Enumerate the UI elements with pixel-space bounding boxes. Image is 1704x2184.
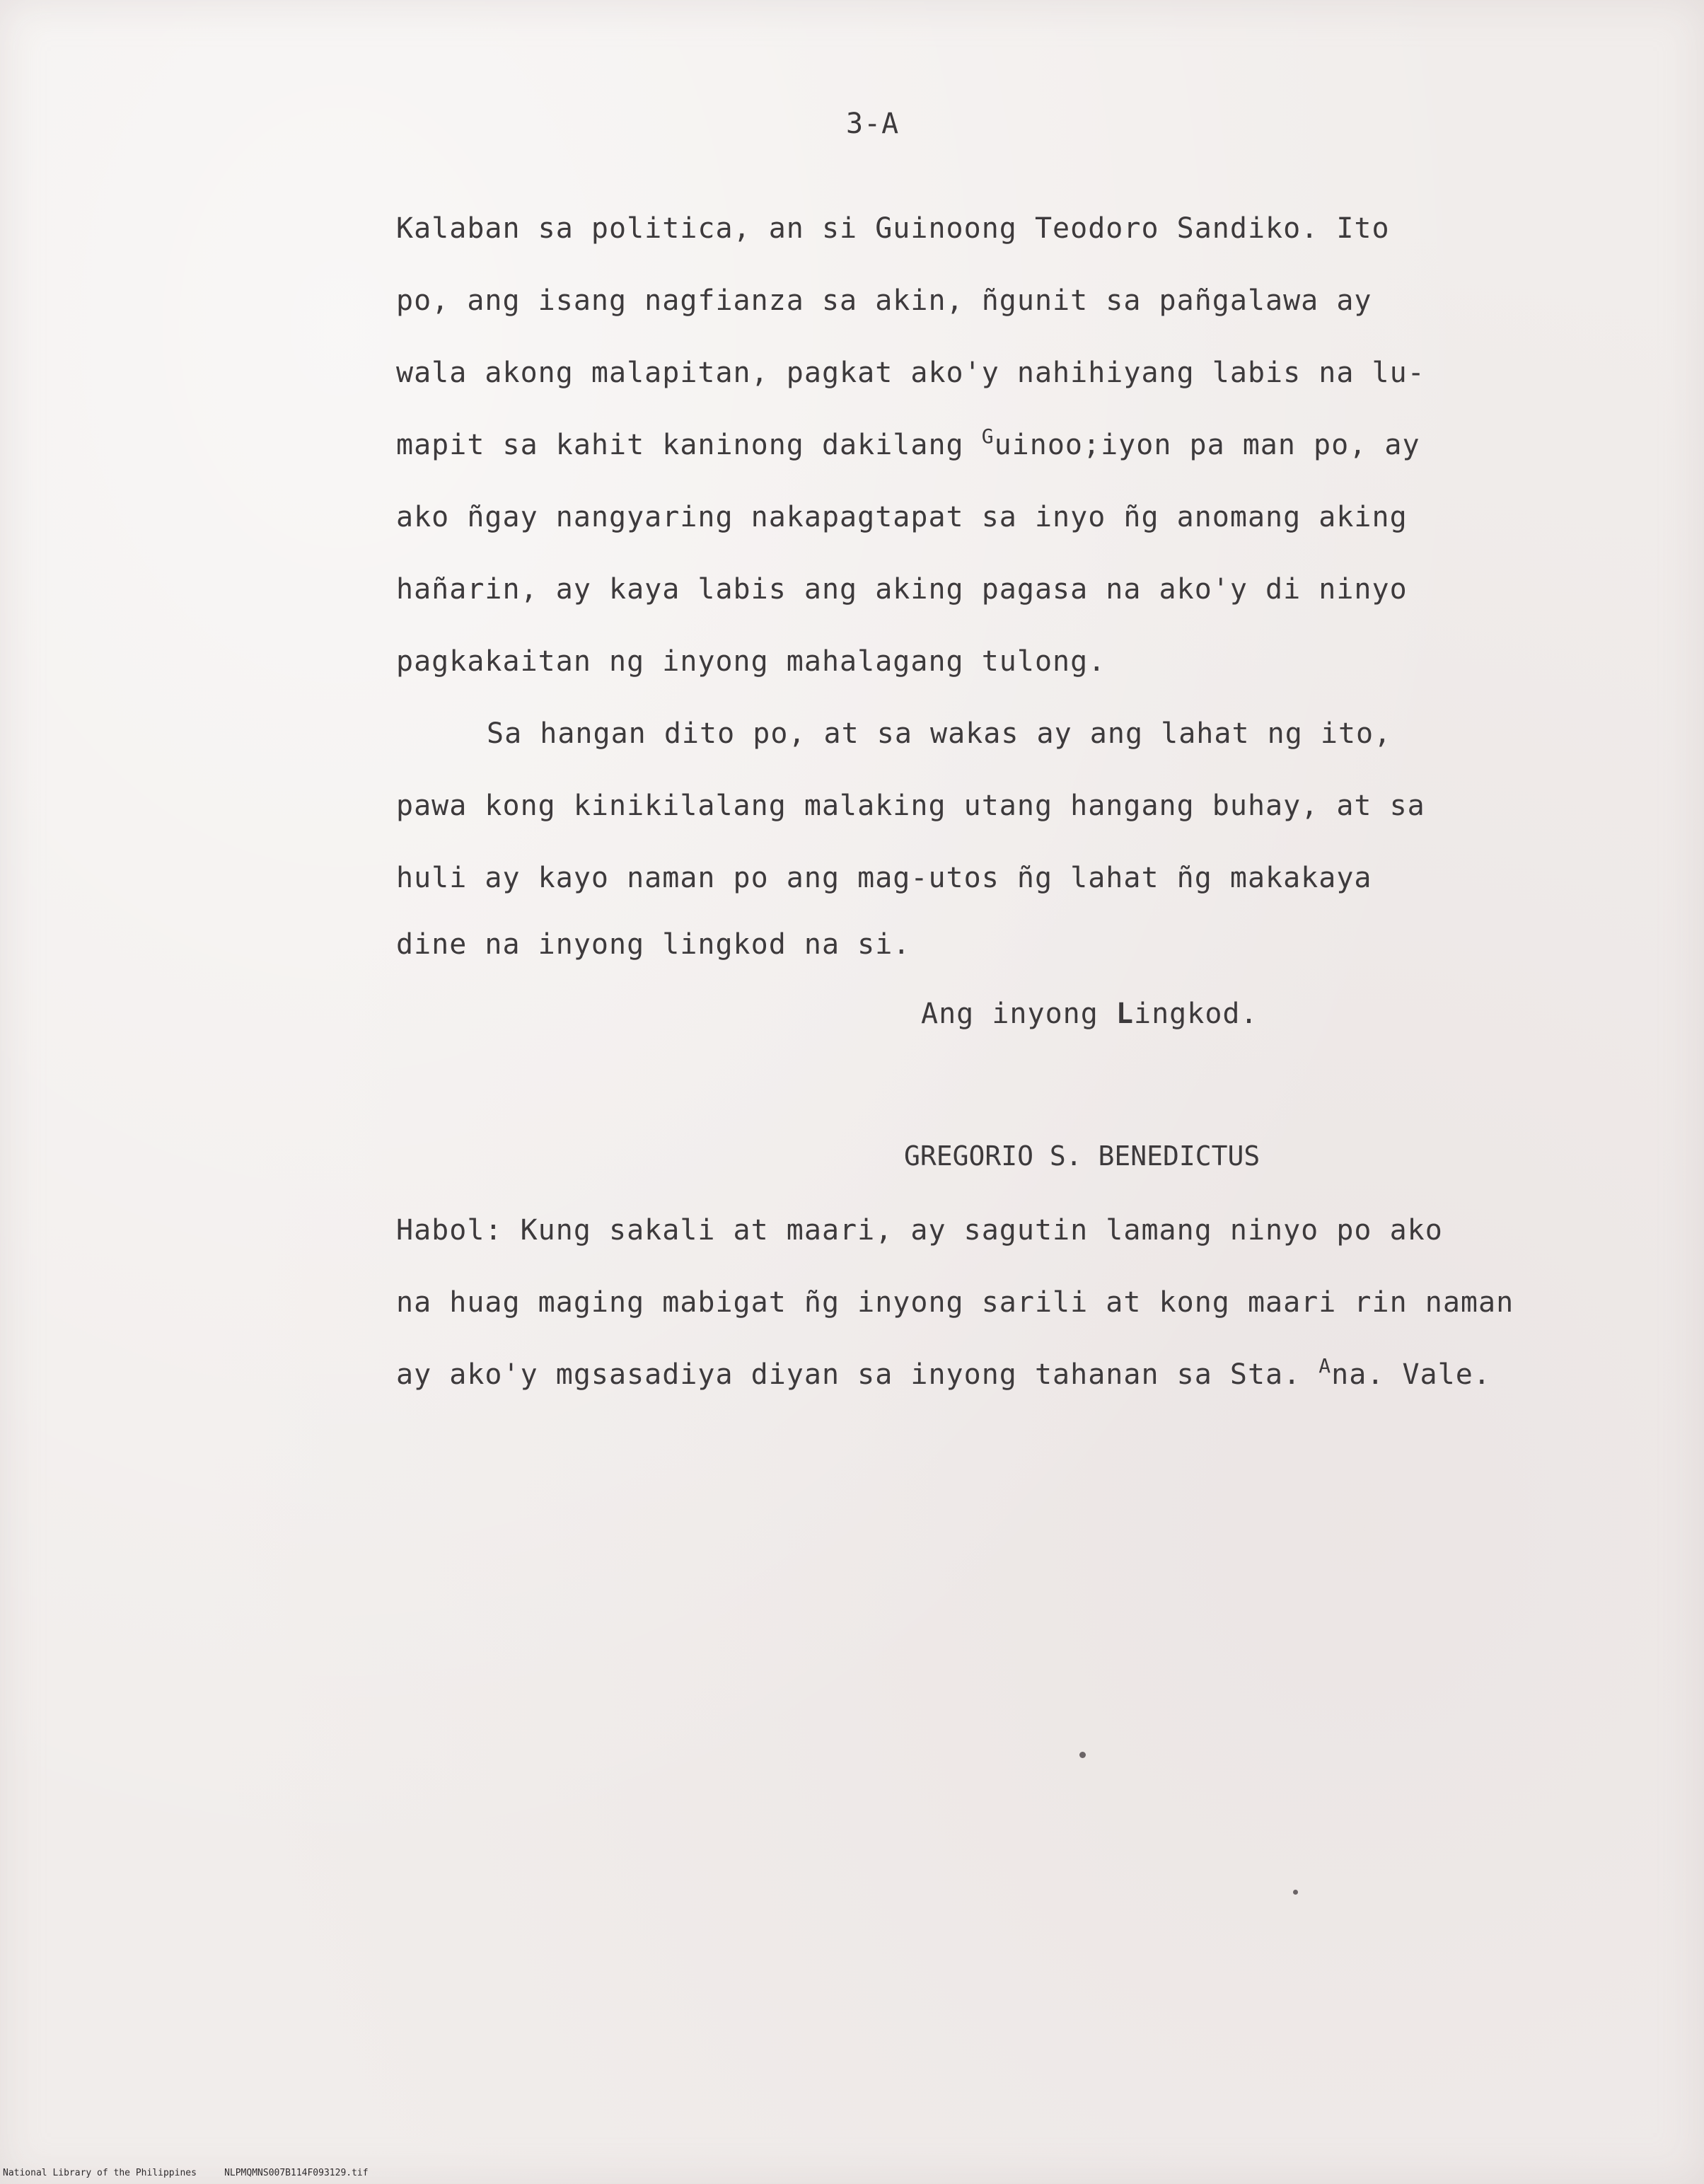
paper-speck bbox=[1079, 1752, 1086, 1758]
paragraph1-line-1: Kalaban sa politica, an si Guinoong Teodoro Sandiko. Ito bbox=[396, 212, 1390, 245]
superscript-a: A bbox=[1318, 1354, 1332, 1377]
paragraph2-line-4: dine na inyong lingkod na si. bbox=[396, 928, 911, 961]
paragraph1-line-2: po, ang isang nagfianza sa akin, ñgunit sa pañgalawa ay bbox=[396, 284, 1372, 317]
paragraph2-line-1: Sa hangan dito po, at sa wakas ay ang lahat ng ito, bbox=[487, 717, 1392, 750]
closing-prefix: Ang inyong bbox=[921, 998, 1116, 1030]
paragraph1-line-5: ako ñgay nangyaring nakapagtapat sa inyo ñg anomang aking bbox=[396, 501, 1408, 533]
footer-institution: National Library of the Philippines bbox=[3, 2168, 197, 2178]
postscript-line-1: Habol: Kung sakali at maari, ay sagutin lamang ninyo po ako bbox=[396, 1214, 1443, 1247]
postscript-line-3-end: na. Vale. bbox=[1331, 1358, 1491, 1391]
archive-footer bbox=[3, 2168, 369, 2178]
paragraph2-line-2: pawa kong kinikilalang malaking utang hangang buhay, at sa bbox=[396, 790, 1425, 822]
closing bbox=[921, 998, 1258, 1030]
footer-filename: NLPMQMNS007B114F093129.tif bbox=[224, 2168, 369, 2178]
page-number: 3-A bbox=[846, 108, 900, 140]
superscript-g: G bbox=[981, 424, 995, 448]
postscript-line-2: na huag maging mabigat ñg inyong sarili at kong maari rin naman bbox=[396, 1286, 1514, 1319]
paragraph2-line-3: huli ay kayo naman po ang mag-utos ñg lahat ñg makakaya bbox=[396, 862, 1372, 894]
paragraph1-line-7: pagkakaitan ng inyong mahalagang tulong. bbox=[396, 645, 1106, 678]
signature: GREGORIO S. BENEDICTUS bbox=[904, 1140, 1260, 1172]
closing-bold-letter: L bbox=[1115, 998, 1134, 1030]
postscript-line-3 bbox=[396, 1354, 1491, 1391]
closing-suffix: ingkod. bbox=[1134, 998, 1258, 1030]
postscript-line-3-start: ay ako'y mgsasadiya diyan sa inyong tahanan sa Sta. bbox=[396, 1358, 1319, 1391]
paper-speck bbox=[1293, 1890, 1298, 1895]
paragraph1-line-3: wala akong malapitan, pagkat ako'y nahihiyang labis na lu- bbox=[396, 357, 1425, 389]
paragraph1-line-4 bbox=[396, 424, 1420, 461]
paragraph1-line-4-end: uinoo;iyon pa man po, ay bbox=[994, 429, 1420, 461]
paragraph1-line-6: hañarin, ay kaya labis ang aking pagasa na ako'y di ninyo bbox=[396, 573, 1408, 606]
paragraph1-line-4-start: mapit sa kahit kaninong dakilang bbox=[396, 429, 982, 461]
